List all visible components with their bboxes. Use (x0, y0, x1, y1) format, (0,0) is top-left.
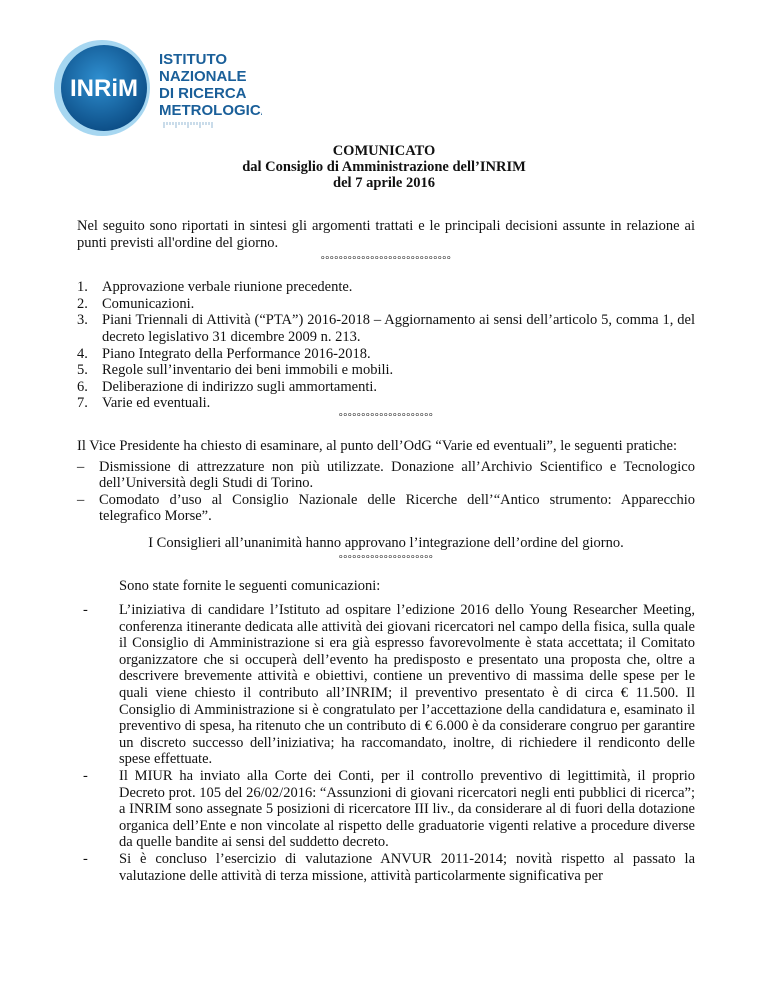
approval-paragraph: I Consiglieri all’unanimità hanno approvano l’integrazione dell’ordine del giorno. (148, 534, 624, 551)
separator: °°°°°°°°°°°°°°°°°°°°° (338, 411, 434, 423)
pratica-item: – Comodato d’uso al Consiglio Nazionale delle Ricerche dell’“Antico strumento: Apparecchio telegrafico Morse”. (77, 491, 695, 525)
agenda-item: 4. Piano Integrato della Performance 2016-2018. (77, 345, 371, 362)
document-date: del 7 aprile 2016 (333, 175, 435, 191)
document-header (0, 143, 768, 191)
agenda-item: 5. Regole sull’inventario dei beni immobili e mobili. (77, 362, 394, 379)
pratiche-list (77, 459, 695, 525)
agenda-item: 1. Approvazione verbale riunione precedente. (77, 279, 353, 296)
comunicazione-item: - Il MIUR ha inviato alla Corte dei Conti, per il controllo preventivo di legittimità, il proprio Decreto prot. 105 del 26/02/2016: “Assunzioni di giovani ricercatori negli enti pubblici di ricerca”; a INRIM sono assegnate 5 posizioni di ricercatore III liv., da considerare al di fuori della dotazione organica dell’Ente e non vincolate al rispetto delle graduatorie vigenti relative a procedure diverse da quelle bandite ai sensi del suddetto decreto. (83, 768, 695, 851)
agenda-item: 3. Piani Triennali di Attività (“PTA”) 2016-2018 – Aggiornamento ai sensi dell’articolo 5, comma 1, del decreto legislativo 31 dicembre 2009 n. 213. (77, 312, 695, 345)
logo-acronym: INRiM (70, 75, 138, 102)
separator: °°°°°°°°°°°°°°°°°°°°°°°°°°°°° (320, 255, 452, 267)
svg-text:NAZIONALE: NAZIONALE (159, 68, 247, 85)
separator: °°°°°°°°°°°°°°°°°°°°° (338, 553, 434, 565)
comunicazioni-intro: Sono state fornite le seguenti comunicazioni: (119, 577, 381, 594)
svg-text:METROLOGICA: METROLOGICA (159, 102, 262, 119)
svg-text:ISTITUTO: ISTITUTO (159, 51, 228, 68)
comunicazione-item: - Si è concluso l’esercizio di valutazione ANVUR 2011-2014; novità rispetto al passato la valutazione delle attività di terza missione, attività particolarmente significativa per (83, 851, 695, 884)
agenda-item: 7. Varie ed eventuali. (77, 395, 211, 412)
agenda-item: 6. Deliberazione di indirizzo sugli ammortamenti. (77, 378, 378, 395)
pratica-item: – Dismissione di attrezzature non più utilizzate. Donazione all’Archivio Scientifico e Tecnologico dell’Università degli Studi di Torino. (77, 458, 695, 492)
document-subtitle: dal Consiglio di Amministrazione dell’INRIM (242, 159, 526, 175)
agenda-list (77, 279, 695, 412)
vice-president-paragraph: Il Vice Presidente ha chiesto di esaminare, al punto dell’OdG “Varie ed eventuali”, le seguenti pratiche: (77, 437, 677, 454)
comunicazioni-list (77, 602, 695, 884)
intro-paragraph: Nel seguito sono riportati in sintesi gli argomenti trattati e le principali decisioni assunte in relazione ai punti previsti all'ordine del giorno. (77, 218, 695, 251)
comunicazione-item: - L’iniziativa di candidare l’Istituto ad ospitare l’edizione 2016 dello Young Researcher Meeting, conferenza itinerante dedicata alle attività dei giovani ricercatori nel campo della fisica, sulla quale il Consiglio di Amministrazione si era già espresso favorevolmente è stata accettata; il Comitato organizzatore che si occuperà dell’evento ha predisposto e presentato una proposta che, oltre a descrivere brevemente attività e obiettivi, contiene un preventivo di massima delle spese per le quali viene chiesto il contributo all’INRIM; il preventivo presentato è di circa € 11.500. Il Consiglio di Amministrazione si è congratulato per l’accettazione della candidatura e, esaminato il preventivo di spesa, ha ritenuto che un contributo di € 6.000 è da considerare congruo per garantire un discreto successo dell’iniziativa; ha raccomandato, inoltre, di richiedere il rendiconto delle spese effettuate. (83, 602, 695, 768)
document-title: COMUNICATO (332, 143, 436, 159)
agenda-item: 2. Comunicazioni. (77, 295, 195, 312)
document-body (77, 218, 695, 884)
svg-text:DI RICERCA: DI RICERCA (159, 85, 247, 102)
inrim-logo (52, 38, 262, 138)
